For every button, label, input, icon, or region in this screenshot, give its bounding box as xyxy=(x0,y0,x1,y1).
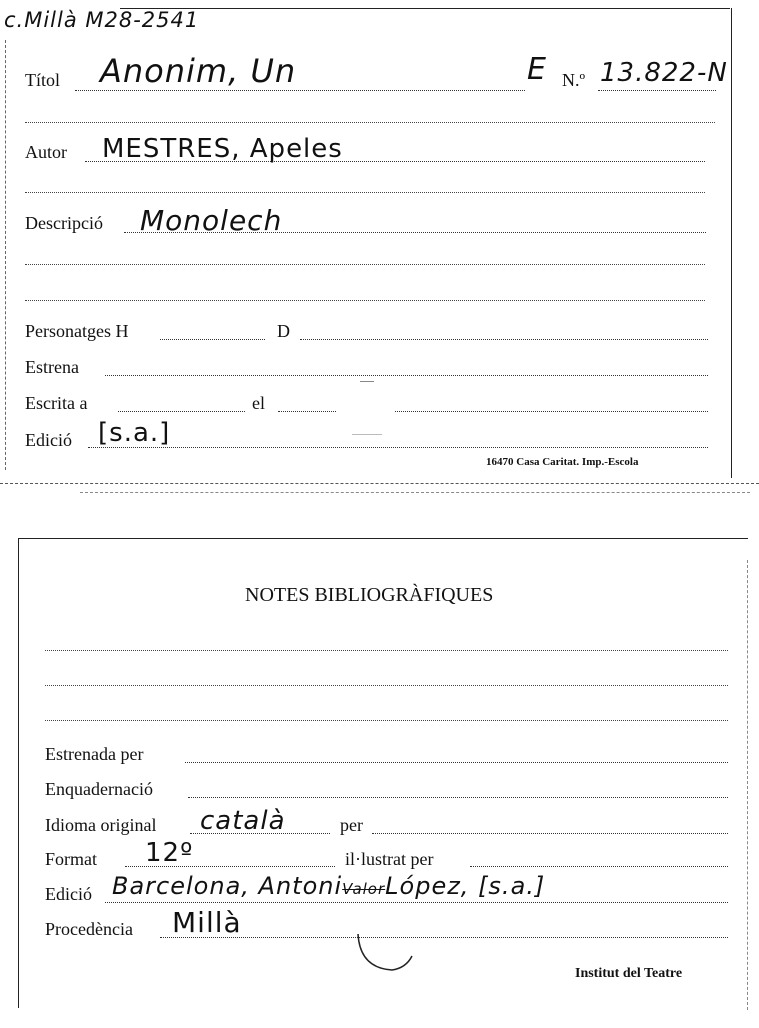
call-number: c.Millà M28-2541 xyxy=(4,8,200,32)
card-top-border xyxy=(120,8,730,9)
descripcio-extra-line-2 xyxy=(25,300,705,301)
idioma-per-line xyxy=(372,833,728,834)
punch-hole-arc xyxy=(352,928,416,976)
procedencia-label: Procedència xyxy=(45,919,133,939)
edicio2-label: Edició xyxy=(45,884,92,904)
titol-label: Títol xyxy=(25,70,60,90)
idioma-per-label: per xyxy=(340,815,363,835)
punch-mark-lower xyxy=(352,434,382,435)
autor-value: MESTRES, Apeles xyxy=(102,134,343,164)
card2-right-border xyxy=(747,560,748,1010)
descripcio-extra-line-1 xyxy=(25,264,705,265)
escrita-date-line-a xyxy=(278,411,336,412)
notes-line-3 xyxy=(45,720,728,721)
edicio2-value-a: Barcelona, Antoni xyxy=(112,872,343,900)
notes-heading: NOTES BIBLIOGRÀFIQUES xyxy=(245,584,494,606)
personatges-label: Personatges H xyxy=(25,321,129,341)
escrita-label: Escrita a xyxy=(25,393,88,413)
procedencia-line xyxy=(160,937,728,938)
titol-field-line xyxy=(75,90,525,91)
format-label: Format xyxy=(45,849,97,869)
separator-dashed-2 xyxy=(80,492,750,493)
escrita-date-line-b xyxy=(395,411,708,412)
card2-top-border xyxy=(18,538,748,539)
estrenada-label: Estrenada per xyxy=(45,744,144,764)
estrena-line xyxy=(105,375,708,376)
institution-label: Institut del Teatre xyxy=(575,966,683,981)
descripcio-label: Descripció xyxy=(25,213,103,233)
edicio-label: Edició xyxy=(25,430,72,450)
estrena-label: Estrena xyxy=(25,357,79,377)
illustrat-line xyxy=(470,866,728,867)
titol-value: Anonim, Un xyxy=(100,52,297,90)
no-field-line xyxy=(598,90,716,91)
idioma-value: català xyxy=(200,806,286,836)
classification-mark: E xyxy=(527,52,547,87)
illustrat-label: il·lustrat per xyxy=(345,849,434,869)
enquadernacio-label: Enquadernació xyxy=(45,779,153,799)
notes-line-1 xyxy=(45,650,728,651)
separator-dashed-1 xyxy=(0,483,759,484)
titol-extra-line xyxy=(25,122,715,123)
no-value: 13.822-N xyxy=(600,58,728,88)
estrenada-line xyxy=(185,762,728,763)
card-left-border xyxy=(5,40,6,470)
personatges-h-line xyxy=(160,339,265,340)
descripcio-value: Monolech xyxy=(140,204,283,237)
escrita-place-line xyxy=(118,411,245,412)
punch-mark xyxy=(360,381,374,382)
personatges-d-line xyxy=(300,339,708,340)
notes-line-2 xyxy=(45,685,728,686)
card2-left-border xyxy=(18,538,19,1008)
printer-imprint: 16470 Casa Caritat. Imp.-Escola xyxy=(486,456,639,468)
autor-label: Autor xyxy=(25,142,67,162)
edicio-value: [s.a.] xyxy=(98,418,171,448)
el-label: el xyxy=(252,393,265,413)
format-value: 12º xyxy=(145,838,194,868)
edicio2-line xyxy=(105,902,728,903)
card-right-border xyxy=(731,8,732,478)
edicio2-value-b: López, [s.a.] xyxy=(385,872,546,900)
idioma-label: Idioma original xyxy=(45,815,157,835)
edicio-line xyxy=(88,447,708,448)
personatges-d-label: D xyxy=(277,321,290,341)
autor-extra-line xyxy=(25,192,705,193)
enquadernacio-line xyxy=(188,797,728,798)
procedencia-value: Millà xyxy=(172,906,242,939)
no-label: N.º xyxy=(562,70,586,90)
edicio2-struck: Valor xyxy=(342,880,386,898)
edicio2-value xyxy=(112,872,545,900)
